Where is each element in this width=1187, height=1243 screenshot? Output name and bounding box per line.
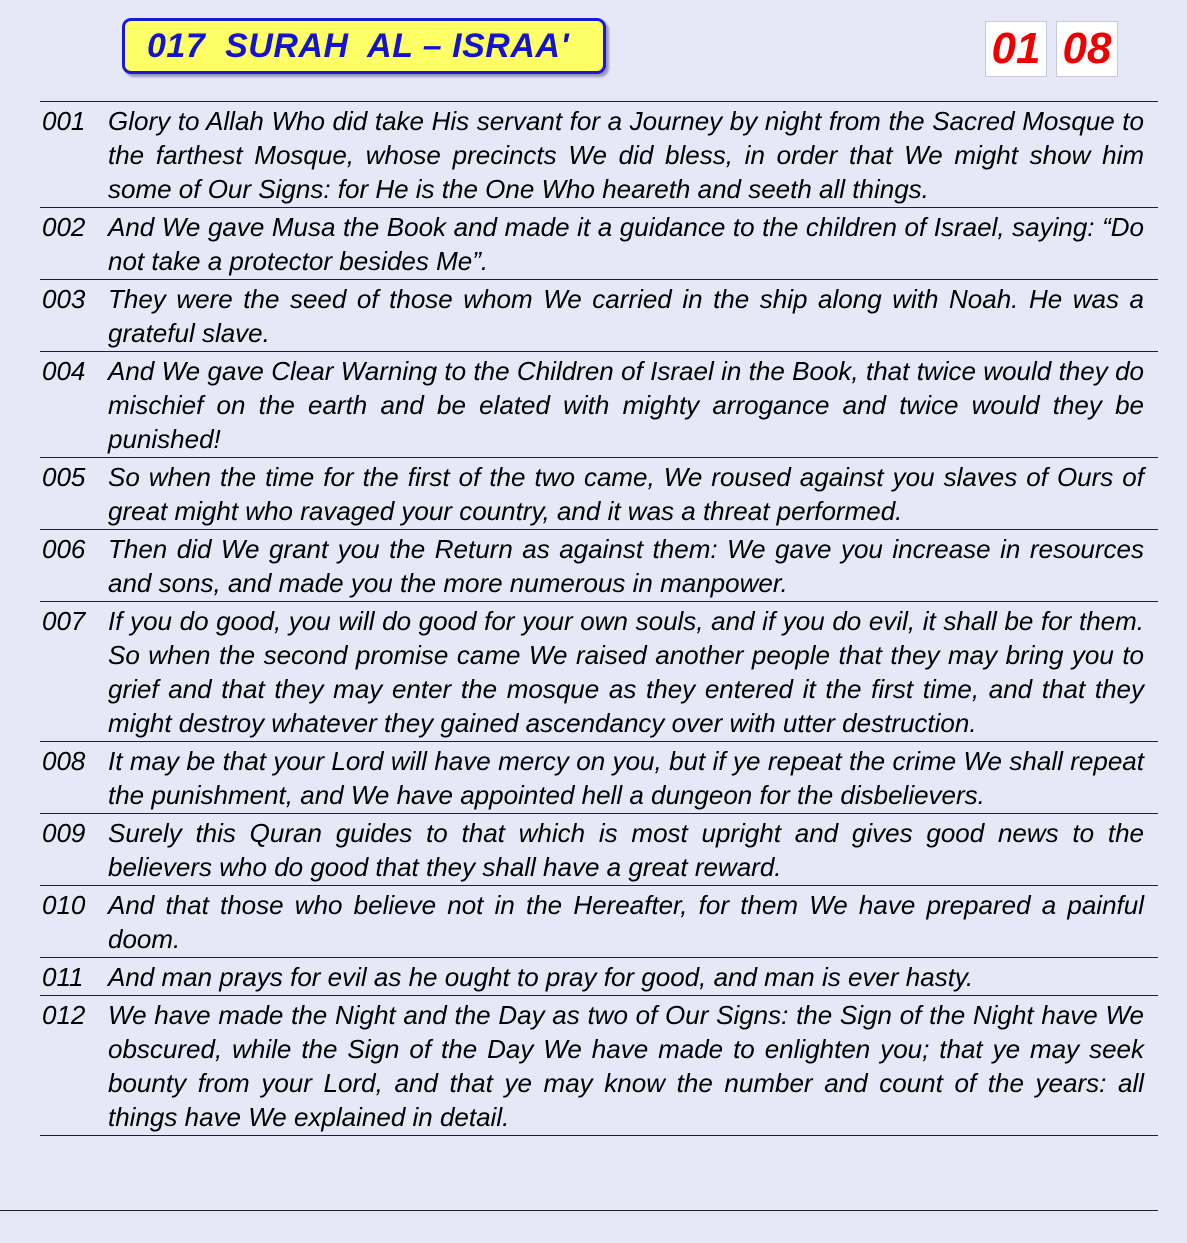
verse-text: They were the seed of those whom We carried in the ship along with Noah. He was a grateful slave. bbox=[108, 284, 1144, 348]
verse-text: Glory to Allah Who did take His servant for a Journey by night from the Sacred Mosque to the farthest Mosque, whose precincts We did bless, in order that We might show him some of Our Signs: for He is the One Who heareth and seeth all things. bbox=[108, 106, 1144, 204]
verse-number: 003 bbox=[42, 284, 86, 314]
verse-row bbox=[40, 102, 1158, 208]
verse-number: 005 bbox=[42, 462, 86, 492]
verse-text: Then did We grant you the Return as against them: We gave you increase in resources and sons, and made you the more numerous in manpower. bbox=[108, 534, 1144, 598]
verse-row bbox=[40, 208, 1158, 280]
verse-number: 006 bbox=[42, 534, 86, 564]
verse-text: If you do good, you will do good for your own souls, and if you do evil, it shall be for them. So when the second promise came We raised another people that they may bring you to grief and that they may enter the mosque as they entered it the first time, and that they might destroy whatever they gained ascendancy over with utter destruction. bbox=[108, 606, 1144, 738]
verse-row bbox=[40, 886, 1158, 958]
verse-row bbox=[40, 814, 1158, 886]
verse-number: 009 bbox=[42, 818, 86, 848]
verse-row bbox=[40, 352, 1158, 458]
verse-text: And man prays for evil as he ought to pray for good, and man is ever hasty. bbox=[108, 962, 974, 992]
bottom-divider bbox=[0, 1210, 1158, 1211]
verse-number: 012 bbox=[42, 1000, 86, 1030]
verse-number: 002 bbox=[42, 212, 86, 242]
verse-list bbox=[40, 101, 1158, 1136]
verse-row bbox=[40, 458, 1158, 530]
verse-text: It may be that your Lord will have mercy on you, but if ye repeat the crime We shall repeat the punishment, and We have appointed hell a dungeon for the disbelievers. bbox=[108, 746, 1144, 810]
page-total: 08 bbox=[1056, 21, 1118, 77]
verse-text: And that those who believe not in the Hereafter, for them We have prepared a painful doom. bbox=[108, 890, 1144, 954]
verse-number: 010 bbox=[42, 890, 86, 920]
verse-number: 008 bbox=[42, 746, 86, 776]
verse-number: 011 bbox=[42, 962, 84, 992]
verse-text: We have made the Night and the Day as two of Our Signs: the Sign of the Night have We obscured, while the Sign of the Day We have made to enlighten you; that ye may seek bounty from your Lord, and that ye may know the number and count of the years: all things have We explained in detail. bbox=[108, 1000, 1144, 1132]
verse-number: 004 bbox=[42, 356, 86, 386]
verse-row bbox=[40, 958, 1158, 996]
surah-title-box bbox=[122, 18, 606, 74]
verse-text: And We gave Clear Warning to the Children of Israel in the Book, that twice would they do mischief on the earth and be elated with mighty arrogance and twice would they be punished! bbox=[108, 356, 1144, 454]
surah-title: 017 SURAH AL – ISRAA' bbox=[147, 26, 570, 65]
verse-row bbox=[40, 742, 1158, 814]
verse-row bbox=[40, 530, 1158, 602]
verse-number: 001 bbox=[42, 106, 86, 136]
verse-row bbox=[40, 602, 1158, 742]
verse-text: So when the time for the first of the two came, We roused against you slaves of Ours of great might who ravaged your country, and it was a threat performed. bbox=[108, 462, 1144, 526]
verse-number: 007 bbox=[42, 606, 86, 636]
page-current: 01 bbox=[985, 21, 1047, 77]
verse-row bbox=[40, 280, 1158, 352]
verse-text: Surely this Quran guides to that which is most upright and gives good news to the believers who do good that they shall have a great reward. bbox=[108, 818, 1144, 882]
verse-text: And We gave Musa the Book and made it a guidance to the children of Israel, saying: “Do not take a protector besides Me”. bbox=[108, 212, 1144, 276]
verse-row bbox=[40, 996, 1158, 1136]
